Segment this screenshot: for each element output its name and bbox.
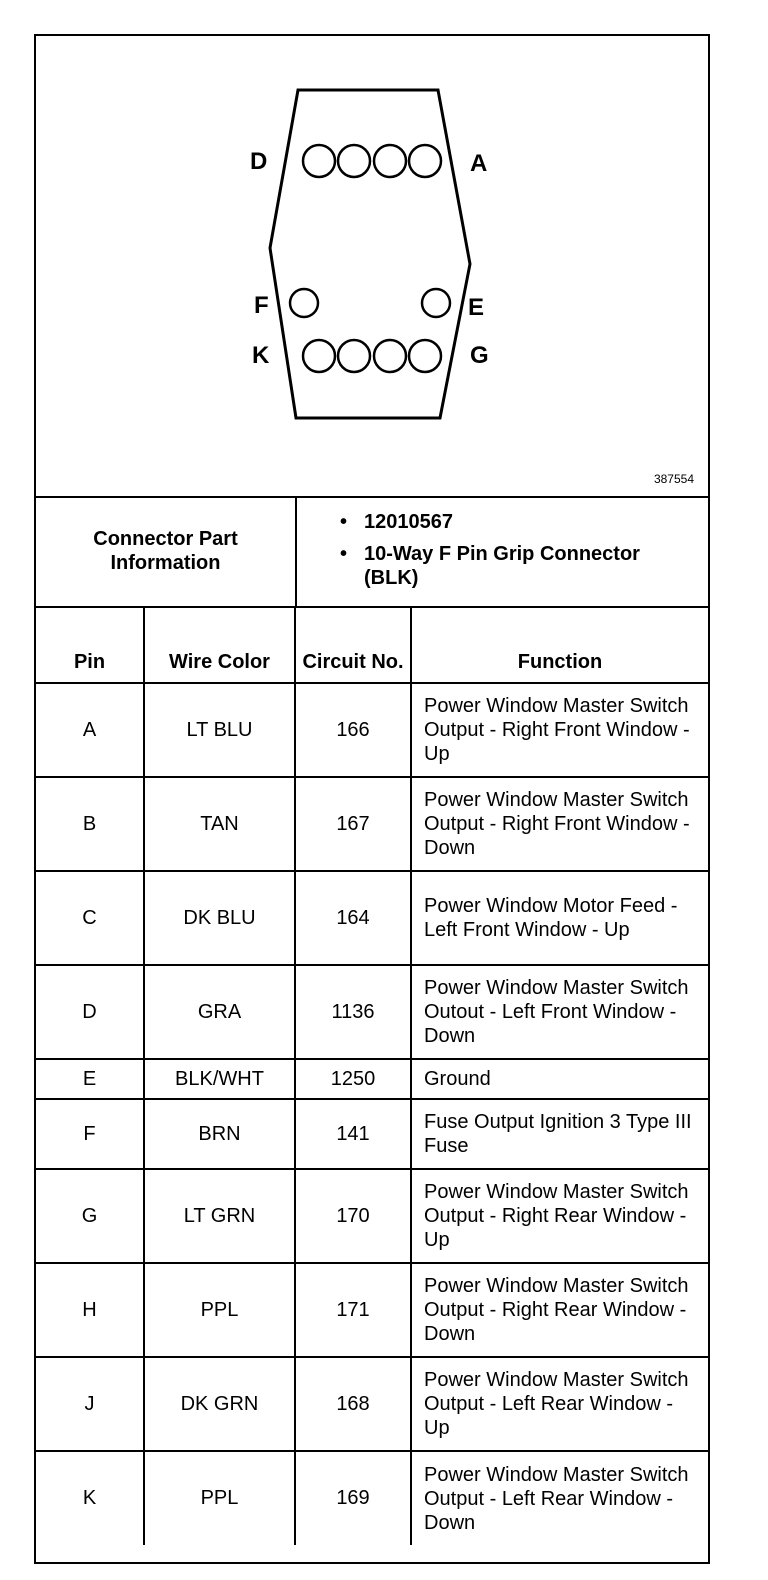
pin-cell: J xyxy=(36,1357,144,1451)
wire-color-cell: LT GRN xyxy=(144,1169,295,1263)
pin-cavity-top-2 xyxy=(338,145,370,177)
pin-cell: A xyxy=(36,683,144,777)
table-row xyxy=(36,871,708,965)
connector-part-info-label: Connector Part Information xyxy=(36,496,297,606)
pin-cavity-f xyxy=(290,289,318,317)
pin-cell: K xyxy=(36,1451,144,1545)
circuit-cell: 1250 xyxy=(295,1059,411,1099)
table-row xyxy=(36,1059,708,1099)
pin-cell: D xyxy=(36,965,144,1059)
function-cell: Power Window Master Switch Output - Right Front Window - Up xyxy=(411,683,708,777)
pin-cavity-bottom-2 xyxy=(338,340,370,372)
pin-cavity-top-1 xyxy=(303,145,335,177)
pin-label-e: E xyxy=(468,294,485,321)
pin-cell: F xyxy=(36,1099,144,1169)
header-pin: Pin xyxy=(36,606,144,683)
table-row xyxy=(36,965,708,1059)
function-cell: Power Window Master Switch Output - Right Rear Window - Down xyxy=(411,1263,708,1357)
pin-cavity-bottom-3 xyxy=(374,340,406,372)
connector-document xyxy=(34,34,710,1564)
connector-part-number: • 12010567 xyxy=(336,510,696,534)
pin-cell: G xyxy=(36,1169,144,1263)
pin-cavity-top-4 xyxy=(409,145,441,177)
pin-cavity-top-3 xyxy=(374,145,406,177)
connector-part-info xyxy=(36,496,708,608)
wire-color-cell: DK BLU xyxy=(144,871,295,965)
function-cell: Power Window Master Switch Outout - Left Front Window - Down xyxy=(411,965,708,1059)
pin-cavity-e xyxy=(422,289,450,317)
wire-color-cell: PPL xyxy=(144,1451,295,1545)
circuit-cell: 171 xyxy=(295,1263,411,1357)
connector-body-outline xyxy=(270,90,470,418)
pin-cavity-bottom-1 xyxy=(303,340,335,372)
pin-label-g: G xyxy=(470,342,489,369)
wire-color-cell: GRA xyxy=(144,965,295,1059)
circuit-cell: 141 xyxy=(295,1099,411,1169)
table-row xyxy=(36,777,708,871)
wire-color-cell: BLK/WHT xyxy=(144,1059,295,1099)
pin-label-k: K xyxy=(252,342,270,369)
table-row xyxy=(36,1099,708,1169)
table-row xyxy=(36,1263,708,1357)
pin-cell: E xyxy=(36,1059,144,1099)
function-cell: Power Window Master Switch Output - Right Rear Window - Up xyxy=(411,1169,708,1263)
function-cell: Power Window Motor Feed - Left Front Window - Up xyxy=(411,871,708,965)
wire-color-cell: TAN xyxy=(144,777,295,871)
pin-label-a: A xyxy=(470,150,488,177)
table-row xyxy=(36,1169,708,1263)
pin-cavity-bottom-4 xyxy=(409,340,441,372)
pinout-table xyxy=(36,606,708,1545)
figure-id: 387554 xyxy=(653,472,694,486)
wire-color-cell: PPL xyxy=(144,1263,295,1357)
circuit-cell: 168 xyxy=(295,1357,411,1451)
function-cell: Power Window Master Switch Output - Left Rear Window - Up xyxy=(411,1357,708,1451)
header-circuit-no: Circuit No. xyxy=(295,606,411,683)
connector-part-info-list xyxy=(336,510,696,598)
header-function: Function xyxy=(411,606,708,683)
circuit-cell: 1136 xyxy=(295,965,411,1059)
circuit-cell: 167 xyxy=(295,777,411,871)
wire-color-cell: DK GRN xyxy=(144,1357,295,1451)
connector-diagram xyxy=(36,36,708,498)
pin-cell: B xyxy=(36,777,144,871)
circuit-cell: 169 xyxy=(295,1451,411,1545)
circuit-cell: 166 xyxy=(295,683,411,777)
circuit-cell: 164 xyxy=(295,871,411,965)
table-row xyxy=(36,1451,708,1545)
header-wire-color: Wire Color xyxy=(144,606,295,683)
pin-label-f: F xyxy=(254,292,269,319)
pin-cell: C xyxy=(36,871,144,965)
circuit-cell: 170 xyxy=(295,1169,411,1263)
table-row xyxy=(36,683,708,777)
function-cell: Fuse Output Ignition 3 Type III Fuse xyxy=(411,1099,708,1169)
wire-color-cell: LT BLU xyxy=(144,683,295,777)
table-header-row xyxy=(36,606,708,683)
connector-description: • 10-Way F Pin Grip Connector (BLK) xyxy=(336,542,696,590)
pin-label-d: D xyxy=(250,148,268,175)
function-cell: Ground xyxy=(411,1059,708,1099)
connector-outline-drawing xyxy=(36,36,708,496)
table-row xyxy=(36,1357,708,1451)
pin-cell: H xyxy=(36,1263,144,1357)
function-cell: Power Window Master Switch Output - Left Rear Window - Down xyxy=(411,1451,708,1545)
function-cell: Power Window Master Switch Output - Right Front Window - Down xyxy=(411,777,708,871)
wire-color-cell: BRN xyxy=(144,1099,295,1169)
